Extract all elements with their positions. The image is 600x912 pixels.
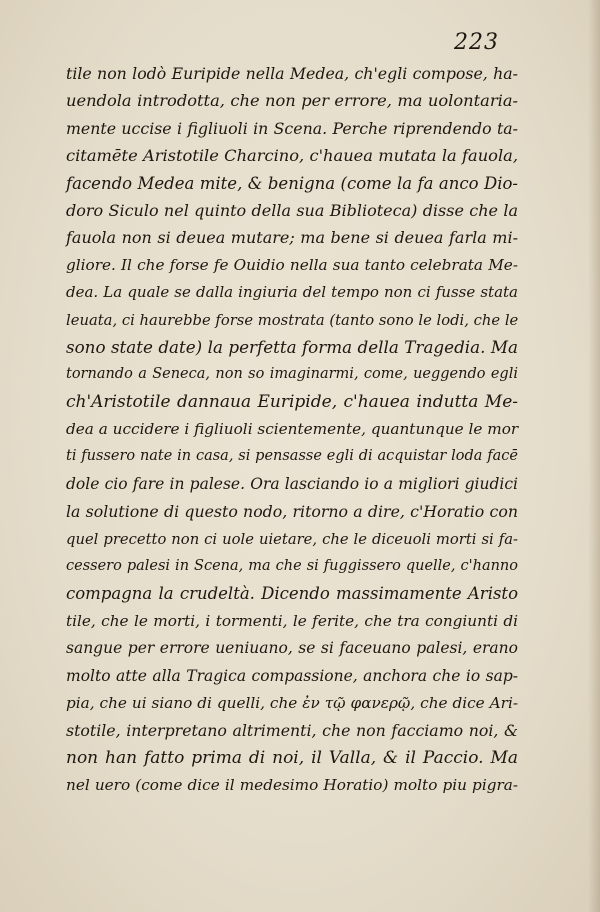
text-line: quel precetto non ci uole uietare, che le diceuoli morti si fa- — [66, 530, 518, 548]
text-line: sono state date) la perfetta forma della Tragedia. Ma — [66, 336, 518, 357]
text-line: leuata, ci haurebbe forse mostrata (tanto sono le lodi, che le — [66, 311, 519, 329]
text-line: dea. La quale se dalla ingiuria del tempo non ci fusse stata — [66, 283, 518, 302]
text-line: compagna la crudeltà. Dicendo massimamente Aristo — [66, 584, 518, 604]
text-line: stotile, interpretano altrimenti, che non facciamo noi, & — [66, 721, 518, 741]
text-line: ch'Aristotile dannaua Euripide, c'hauea indutta Me- — [66, 391, 518, 412]
page-number: 223 — [454, 30, 499, 55]
text-line: cessero palesi in Scena, ma che si fuggissero quelle, c'hanno — [66, 558, 518, 575]
text-line: dea a uccidere i figliuoli scientemente, quantunque le mor — [66, 420, 519, 439]
text-line: tile non lodò Euripide nella Medea, ch'egli compose, ha- — [66, 64, 518, 83]
text-line: citamēte Aristotile Charcino, c'hauea mutata la fauola, — [66, 146, 518, 166]
text-line: pia, che ui siano di quelli, che ἐν τῷ φανερῷ, che dice Ari- — [66, 693, 518, 712]
text-line: doro Siculo nel quinto della sua Biblioteca) disse che la — [66, 200, 518, 220]
body-text — [66, 60, 518, 800]
text-line: facendo Medea mite, & benigna (come la fa anco Dio- — [66, 173, 518, 193]
text-line: la solutione di questo nodo, ritorno a dire, c'Horatio con — [66, 502, 518, 522]
text-line: mente uccise i figliuoli in Scena. Perche riprendendo ta- — [66, 118, 518, 138]
text-line: ti fussero nate in casa, si pensasse egli di acquistar loda facē — [66, 448, 518, 465]
text-line: gliore. Il che forse fe Ouidio nella sua tanto celebrata Me- — [66, 255, 518, 274]
text-line: dole cio fare in palese. Ora lasciando io a migliori giudici — [66, 474, 518, 493]
text-line: sangue per errore ueniuano, se si faceuano palesi, erano — [66, 639, 518, 658]
text-line: uendola introdotta, che non per errore, ma uolontaria- — [66, 91, 518, 111]
text-line: nel uero (come dice il medesimo Horatio) molto piu pigra- — [66, 776, 518, 795]
page-gutter-shadow — [588, 0, 600, 912]
text-line: tile, che le morti, i tormenti, le ferite, che tra congiunti di — [66, 611, 518, 630]
text-line: tornando a Seneca, non so imaginarmi, come, ueggendo egli — [66, 366, 518, 383]
text-line: molto atte alla Tragica compassione, anchora che io sap- — [66, 666, 518, 685]
text-line: non han fatto prima di noi, il Valla, & il Paccio. Ma — [66, 747, 518, 768]
text-line: fauola non si deuea mutare; ma bene si deuea farla mi- — [66, 228, 518, 248]
